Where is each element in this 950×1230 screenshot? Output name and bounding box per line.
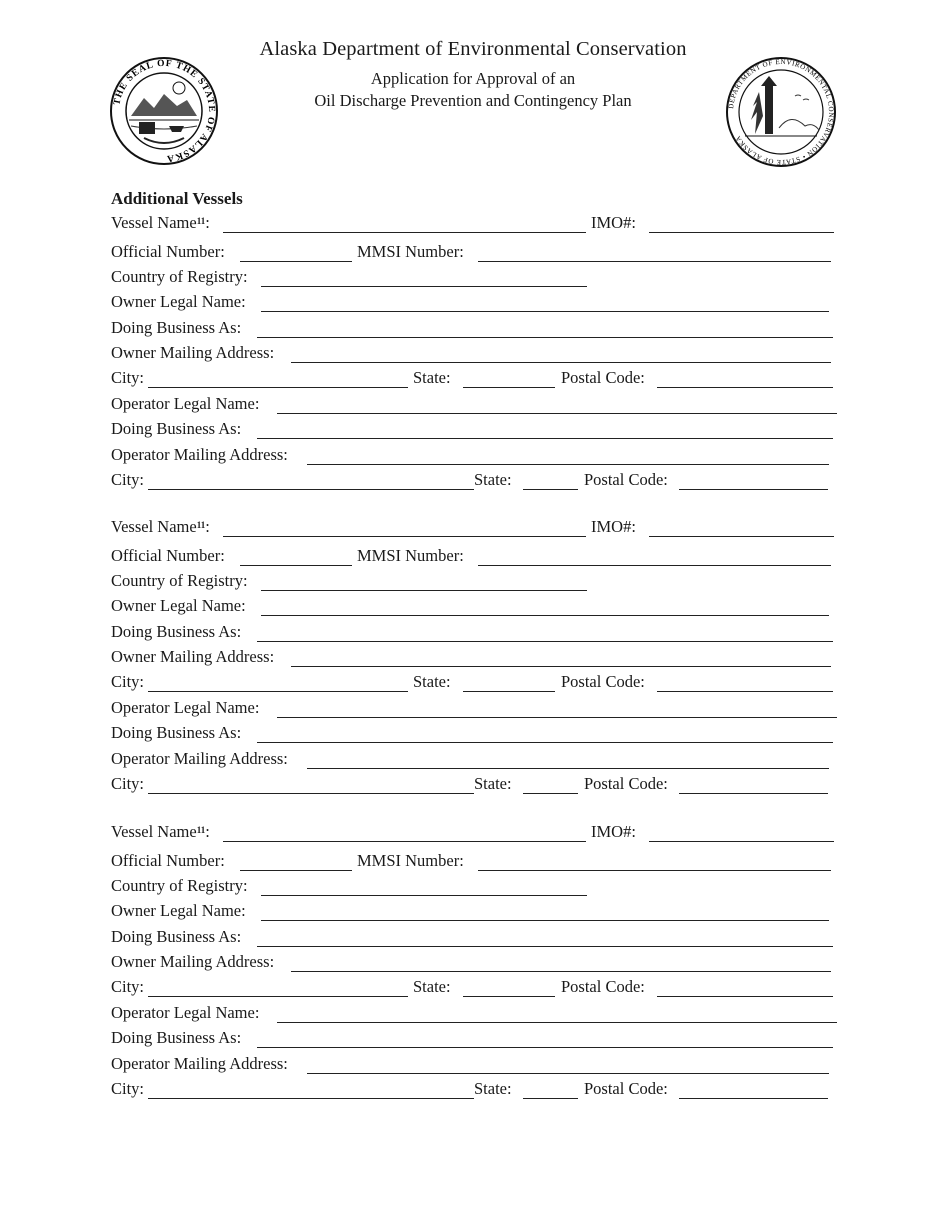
owner-state-field[interactable]	[463, 387, 555, 388]
operator-legal-name-label: Operator Legal Name:	[111, 1002, 260, 1022]
owner-dba-field[interactable]	[257, 337, 833, 338]
country-field[interactable]	[261, 286, 587, 287]
vessel-name-field[interactable]	[223, 536, 586, 537]
official-number-label: Official Number:	[111, 241, 225, 261]
official-number-label: Official Number:	[111, 545, 225, 565]
imo-label: IMO#:	[591, 822, 636, 841]
owner-city-field[interactable]	[148, 996, 408, 997]
owner-mailing-field[interactable]	[291, 666, 831, 667]
owner-legal-name-label: Owner Legal Name:	[111, 901, 246, 921]
mmsi-label: MMSI Number:	[357, 850, 464, 870]
mmsi-field[interactable]	[478, 870, 831, 871]
operator-state-field[interactable]	[523, 1098, 578, 1099]
form-subtitle-line-1: Application for Approval of an	[370, 69, 576, 88]
operator-postal-field[interactable]	[679, 793, 828, 794]
operator-city-field[interactable]	[148, 793, 474, 794]
operator-state-label: State:	[474, 774, 512, 794]
owner-postal-label: Postal Code:	[561, 977, 645, 997]
owner-state-label: State:	[413, 977, 451, 997]
owner-state-label: State:	[413, 368, 451, 388]
operator-city-label: City:	[111, 470, 145, 490]
operator-city-label: City:	[111, 774, 145, 794]
form-header	[0, 36, 950, 176]
owner-dba-label: Doing Business As:	[111, 317, 242, 337]
official-number-field[interactable]	[240, 870, 352, 871]
owner-dba-label: Doing Business As:	[111, 621, 242, 641]
operator-mailing-label: Operator Mailing Address:	[111, 748, 288, 768]
operator-state-field[interactable]	[523, 793, 578, 794]
country-label: Country of Registry:	[111, 570, 248, 590]
owner-mailing-label: Owner Mailing Address:	[111, 343, 275, 363]
operator-dba-label: Doing Business As:	[111, 723, 242, 743]
owner-mailing-field[interactable]	[291, 971, 831, 972]
imo-label: IMO#:	[591, 213, 636, 232]
owner-state-field[interactable]	[463, 691, 555, 692]
svg-text:THE SEAL OF THE STATE OF ALASK: THE SEAL OF THE STATE OF ALASKA	[112, 58, 217, 164]
vessel-name-label: Vessel Name	[111, 517, 197, 536]
official-number-field[interactable]	[240, 261, 352, 262]
imo-field[interactable]	[649, 841, 834, 842]
operator-state-field[interactable]	[523, 489, 578, 490]
owner-city-label: City:	[111, 977, 145, 997]
country-label: Country of Registry:	[111, 266, 248, 286]
vessel-name-field[interactable]	[223, 232, 586, 233]
owner-dba-field[interactable]	[257, 946, 833, 947]
operator-state-label: State:	[474, 470, 512, 490]
owner-city-label: City:	[111, 368, 145, 388]
owner-city-field[interactable]	[148, 691, 408, 692]
operator-postal-label: Postal Code:	[584, 774, 668, 794]
imo-field[interactable]	[649, 232, 834, 233]
operator-legal-name-field[interactable]	[277, 413, 837, 414]
owner-postal-label: Postal Code:	[561, 672, 645, 692]
operator-city-label: City:	[111, 1079, 145, 1099]
form-subtitle-line-2: Oil Discharge Prevention and Contingency Plan	[314, 91, 632, 110]
vessel-block-1: Vessel Name$^{11}$: IMO#: Official Number: MMSI Number: Country of Registry: Owner Legal Name: Doing Business As: Owner Mailing Address: City: State: Postal Code: Operator Legal Name: Doing Business As: Operator Mailing Address: City: State: Postal Code:	[111, 213, 841, 495]
operator-state-label: State:	[474, 1079, 512, 1099]
agency-title: Alaska Department of Environmental Conservation	[259, 38, 687, 60]
operator-postal-label: Postal Code:	[584, 1079, 668, 1099]
owner-legal-name-field[interactable]	[261, 920, 829, 921]
owner-city-field[interactable]	[148, 387, 408, 388]
owner-legal-name-label: Owner Legal Name:	[111, 596, 246, 616]
operator-legal-name-label: Operator Legal Name:	[111, 393, 260, 413]
owner-mailing-label: Owner Mailing Address:	[111, 647, 275, 667]
operator-mailing-field[interactable]	[307, 464, 829, 465]
mmsi-field[interactable]	[478, 261, 831, 262]
operator-dba-field[interactable]	[257, 438, 833, 439]
operator-mailing-label: Operator Mailing Address:	[111, 444, 288, 464]
imo-label: IMO#:	[591, 517, 636, 536]
imo-field[interactable]	[649, 536, 834, 537]
owner-dba-label: Doing Business As:	[111, 926, 242, 946]
operator-city-field[interactable]	[148, 489, 474, 490]
operator-postal-field[interactable]	[679, 1098, 828, 1099]
country-label: Country of Registry:	[111, 875, 248, 895]
operator-city-field[interactable]	[148, 1098, 474, 1099]
mmsi-label: MMSI Number:	[357, 545, 464, 565]
owner-mailing-field[interactable]	[291, 362, 831, 363]
owner-legal-name-field[interactable]	[261, 311, 829, 312]
footnote-marker: 11	[196, 520, 206, 530]
owner-mailing-label: Owner Mailing Address:	[111, 952, 275, 972]
vessel-name-label: Vessel Name	[111, 822, 197, 841]
owner-city-label: City:	[111, 672, 145, 692]
operator-mailing-field[interactable]	[307, 768, 829, 769]
vessel-block-2: Vessel Name$^{11}$: IMO#: Official Number: MMSI Number: Country of Registry: Owner Legal Name: Doing Business As: Owner Mailing Address: City: State: Postal Code: Operator Legal Name: Doing Business As: Operator Mailing Address: City: State: Postal Code:	[111, 517, 841, 799]
operator-dba-label: Doing Business As:	[111, 419, 242, 439]
operator-postal-field[interactable]	[679, 489, 828, 490]
owner-state-field[interactable]	[463, 996, 555, 997]
owner-postal-field[interactable]	[657, 691, 833, 692]
operator-dba-field[interactable]	[257, 1047, 833, 1048]
operator-legal-name-field[interactable]	[277, 1022, 837, 1023]
operator-legal-name-label: Operator Legal Name:	[111, 697, 260, 717]
official-number-label: Official Number:	[111, 850, 225, 870]
operator-dba-field[interactable]	[257, 742, 833, 743]
official-number-field[interactable]	[240, 565, 352, 566]
operator-mailing-label: Operator Mailing Address:	[111, 1053, 288, 1073]
owner-postal-field[interactable]	[657, 387, 833, 388]
vessel-name-field[interactable]	[223, 841, 586, 842]
operator-dba-label: Doing Business As:	[111, 1028, 242, 1048]
section-title: Additional Vessels	[111, 189, 243, 208]
footnote-marker: 11	[196, 216, 206, 226]
vessel-name-label: Vessel Name	[111, 213, 197, 232]
mmsi-label: MMSI Number:	[357, 241, 464, 261]
owner-dba-field[interactable]	[257, 641, 833, 642]
owner-postal-field[interactable]	[657, 996, 833, 997]
svg-text:DEPARTMENT OF ENVIRONMENTAL CO: DEPARTMENT OF ENVIRONMENTAL CONSERVATION • STATE OF ALASKA	[727, 57, 836, 167]
vessel-block-3: Vessel Name$^{11}$: IMO#: Official Number: MMSI Number: Country of Registry: Owner Legal Name: Doing Business As: Owner Mailing Address: City: State: Postal Code: Operator Legal Name: Doing Business As: Operator Mailing Address: City: State: Postal Code:	[111, 822, 841, 1104]
operator-legal-name-field[interactable]	[277, 717, 837, 718]
country-field[interactable]	[261, 895, 587, 896]
owner-legal-name-label: Owner Legal Name:	[111, 292, 246, 312]
footnote-marker: 11	[196, 825, 206, 835]
mmsi-field[interactable]	[478, 565, 831, 566]
operator-postal-label: Postal Code:	[584, 470, 668, 490]
operator-mailing-field[interactable]	[307, 1073, 829, 1074]
owner-legal-name-field[interactable]	[261, 615, 829, 616]
owner-state-label: State:	[413, 672, 451, 692]
dec-seal-icon	[725, 56, 837, 168]
country-field[interactable]	[261, 590, 587, 591]
owner-postal-label: Postal Code:	[561, 368, 645, 388]
